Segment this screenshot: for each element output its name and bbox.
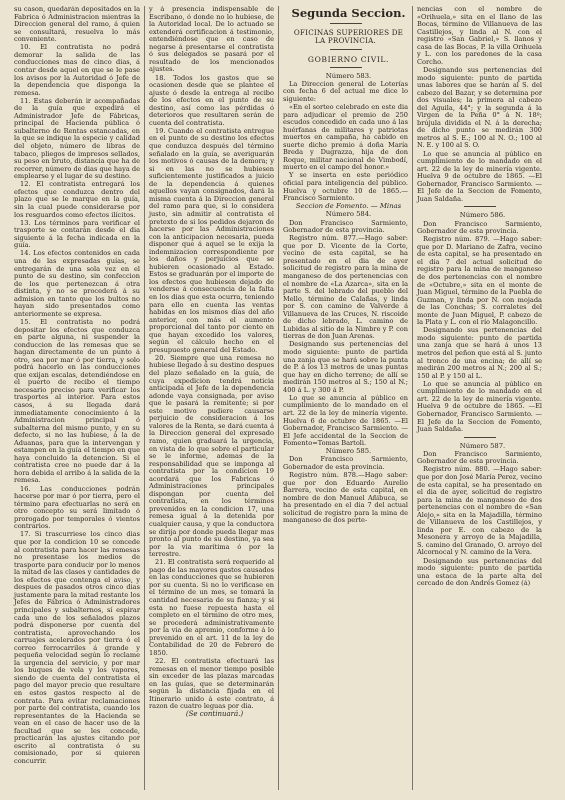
notice-paragraph: Don Francisco Sarmiento, Gobernador de esta provincia. xyxy=(283,455,408,472)
column-4 xyxy=(412,6,546,790)
notice-paragraph: Don Francisco Sarmiento, Gobernador de esta provincia. xyxy=(283,218,408,235)
divider xyxy=(330,49,362,50)
column-2 xyxy=(144,6,278,790)
continued-note: (Se continuará.) xyxy=(185,710,244,719)
article-paragraph: 13. Los términos para verificar el trasporte se contarán desde el dia siguiente á la fecha indicada en la guía. xyxy=(14,218,140,250)
section-title: Seccion de Fomento. — Minas xyxy=(295,202,402,211)
notice-paragraph: Registro núm. 878.—Hago saber: que por don Eduardo Aurelio Barrera, vecino de esta capital, en nombre de don Manuel Añibuca, se ha presentado en el dia 7 del actual solicitud de registro para la mina de manganeso de dos perte- xyxy=(283,471,408,525)
notice-paragraph: Registro núm. 879. —Hago saber: que por D. Mariano de Zafra, vecino de esta capital, se ha presentado en el dia 7 del actual solicitud de registro para la mina de manganeso de dos pertenencias con el nombre de «Octubre,» sita en el monte de Juan Miguel, término de la Puebla de Guzman, y linda por N. con mojada de las Conchas; S. corraletes del monte de Juan Miguel, P. cabezo de la Plata y L. con el río Malagoncillo. xyxy=(417,235,542,327)
article-paragraph: 14. Los efectos contenidos en cada una de las expresadas guías, se entregarán de una sola vez en el punto de su destino, sin confeccion de los que pertenezcan á otra distinta, y no se procederá á su admision en tanto que los bultos no hayan sido presentados como anteriormente se expresa. xyxy=(14,249,140,318)
notice-paragraph: Don Francisco Sarmiento, Gobernador de esta provincia. xyxy=(417,449,542,466)
notice-number: Número 583. xyxy=(325,71,372,80)
notice-number: Número 584. xyxy=(325,210,372,219)
columns xyxy=(10,6,559,790)
article-paragraph: 21. El contratista será requerido al pago de las mayores gastos causados en las conducciones que se hubieren por su cuenta. Si no lo verificase en el término de un mes, se tomará la cantidad necesaria de su fianza; y si esta no fuese repuesta hasta el completo en el término de otro mes, se procederá administrativamente por la via de apremio, conforme á lo prevenido en el art. 11 de la ley de Contabilidad de 20 de Febrero de 1850. xyxy=(149,558,274,657)
notice-paragraph: Registro núm. 877.—Hago saber: que por D. Vicente de la Corte, vecino de esta capital, se ha presentado en el dia de ayer solicitud de registro para la mina de manganeso de dos pertenencias con el nombre de «La Azarca», sita en la parte S. del lebrado del pueblo del Mello, término de Calañas, y linda por S. con camino de Valverde á Villanueva de las Cruces, N. riscoide de dicho lebrado, L. camino de Lubidas al sitio de la Nimbre y P. con tierras de don Juan Arenas. xyxy=(283,234,408,341)
notices xyxy=(283,73,408,525)
notice-paragraph: Lo que se anuncia al público en cumplimiento de lo mandado en el art. 22 de la ley de minería vigente. Huelva 6 de octubre de 1865. —El Gobernador, Francisco Sarmiento. —El Jefe accidental de la Seccion de Fomento=Tomas Bartoli. xyxy=(283,393,408,448)
offices-heading: OFICINAS SUPERIORES DE LA PROVINCIA. xyxy=(293,28,404,46)
divider xyxy=(330,23,362,24)
article-paragraph: 11. Estas deberán ir acompañadas de la guía que expedirá el Administrador Jefe de Fábricas, principal de Hacienda pública ó subalterno de Rentas estancadas, en la que se indique la especie y calidad del objeto, número de libras de tabaco, pliegos de impresos sellados, su peso en bruto, distancia que ha de recorrer, número de dias que haya de emplearse y el lugar de su destino. xyxy=(14,96,140,181)
article-paragraph: 22. El contratista efectuará las remesas en el menor tiempo posible sin exceder de las plazas marcadas en las guías, que se determinarán según la distancia fijada en el Itinerario unido á este contrato, á razon de cuatro leguas por dia. xyxy=(149,657,274,711)
column-1 xyxy=(10,6,144,790)
notice-paragraph: La Direccion general de Loterías con fecha 6 del actual me dice lo siguiente: xyxy=(283,79,408,103)
article-paragraph: su cason, quedarán depositados en la Fabrica ó Administracion mientras la Direccion general del ramo, á quien se consultará, resuelva lo más conveniente. xyxy=(14,6,140,44)
notice-paragraph: Designando sus pertenencias del modo siguiente: punto de partida una zanja que se hará á unos 13 metros del peñon que está al S. junto al tronco de una encina; de allí se medirán 200 metros al N.; 200 al S.; 150 al P. y 150 al L. xyxy=(417,326,542,380)
column-3 xyxy=(278,6,412,790)
article-paragraph: y á presencia indispensable de Escribano, ó donde no lo hubiese, de la Autoridad local. De lo actuado se extenderá certificacion á testimonio, entendiéndose que en caso de negarse á presentarse el contratista ó sus delegados se pasará por el resultado de los mencionados ajustes. xyxy=(149,6,274,74)
notice-paragraph: «En el sorteo celebrado en este dia para adjudicar el premio de 250 escudos concedido en cada uno á las huérfanas de militares y patriotas muertos en campaña, ha cabido en suerte dicho premio á doña María Breda y Dugrazza, hija de don Roque, militar nacional de Vimbodí, muerto en el campo del honor.» xyxy=(283,102,408,172)
article-paragraph: 10. El contratista no podrá demorar la salida de las conducciones mas de cinco dias, á contar desde aquel en que se le pase los avisos por la Autoridad ó Jefe de la dependencia que disponga la remesa. xyxy=(14,43,140,97)
notice-paragraph: nencias con el nombre de «Orihuela,» sita en el llano de las Bocas, término de Villanueva de las Castillejos, y linda al N. con el registro «San Gabriel,» S. llanos y casa de las Bocas, P. la villa Orihuela y L. con los paredones de la casa Corcho. xyxy=(417,6,542,66)
notice-paragraph: Designando sus pertenencias del modo siguiente: punto de partida unas labores que se harán al S. del cabezo del Bazar, y se determina por dos visuales; la primera al cabezo del Aguila, 44°; y la segunda á la Virgen de la Peña 0° á N. 18º; brújula dividida el N. á la derecha; de dicho punto se medirán 300 metros al S. E.; 100 al N. O.; 100 al N. E. y 100 al S. O. xyxy=(417,65,542,150)
article-paragraph: 17. Si trascurriese los cinco dias que por la condicion 10 se concede al contratista para hacer las remesas no presentase los medios de trasporte para conducir por lo menos la mitad de las clases y cantidades de los efectos que contenga el aviso, y despues de pasados otros cinco dias justamente para la mitad restante los Jefes de Fábrica ó Administradores principales y subalternos, sí espirar cada uno de los señalados plazos podrá disponerse por cuenta del contratista, aprovechando los carruajes acelerados por tierra ó el correo ferrocarriles á grande y pequeña velocidad según lo reclame la urgencia del servicio, y por mar los buques de vela y los vapores, siendo de cuenta del contratista el pago del mayor precio que resultare en estos gastos respecto al de contrata. Para evitar reclamaciones por parte del contratista, cuando los representantes de la Hacienda se vean en el caso de hacer uso de la facultad que se les concede, practicarán las ajustes citando por escrito al contratista ó su comisionado, por si quieren concurrir. xyxy=(14,530,140,765)
notice-paragraph: Lo que se anuncia al público en cumplimiento de lo mandado en el art. 22 de la ley de minería vigente. Huelva 9 de octubre de 1865. —El Gobernador, Francisco Sarmiento. —El Jefe de la Seccion de Fomento, Juan Saldaña. xyxy=(417,149,542,203)
notice-paragraph: Y se inserta en este periódico oficial para inteligencia del público. Huelva y octubre 10 de 1865.— Francisco Sarmiento. xyxy=(283,171,408,203)
article-paragraph: 18. Todos los gastos que se ocasionen desde que se plantee el ajuste ó desde la entrega al recibo de los efectos en el punto de su destino, así como las pérdidas ó deterioros que resultaren serán de cuenta del contratista. xyxy=(149,73,274,127)
notice-number: Número 586. xyxy=(459,211,506,220)
article-paragraph: 12. El contratista entregará los efectos que conduzca dentro del plazo que se le marque en la guía, sin la cual puede considerarse por los resguardos como efectos ilícitos. xyxy=(14,180,140,219)
divider xyxy=(330,67,362,68)
notice-paragraph: Designando sus pertenencias del modo siguiente: punto de partida una zanja que se hará sobre la punta de P. á los 13 metros de unas puntas que hay en dicho terreno; de allí se medirán 150 metros al S.; 150 al N.; 400 á L. y 300 á P. xyxy=(283,340,408,394)
notice-paragraph: Designando sus pertenencias del modo siguiente: punto de partida una estaca de la parte alta del cercado de don Andrés Gomez (á) xyxy=(417,556,542,588)
section-heading: Segunda Seccion. xyxy=(291,6,406,20)
article-paragraph: 16. Las conducciones podrán hacerse por mar ó por tierra, pero el término para efectuarlas no será en otro concepto su será limitado ó prorogado por temporales ó vientos contrarios. xyxy=(14,484,140,531)
notice-paragraph: Don Francisco Sarmiento, Gobernador de esta provincia. xyxy=(417,219,542,236)
notice-number: Número 585. xyxy=(325,447,372,456)
article-paragraph: 15. El contratista no podrá depositar los efectos que conduzca en parte alguna, ni suspender la conduccion de las remesas que se hagan directamente de un punto á otro, sea por mar ó por tierra, y solo podrá hacerlo en las conducciones que exijan escalas, detendiéndose en el puerto de recibo el tiempo necesario preciso para verificar los trasportes al interior. Para estos casos, á su llegada dará inmediatamente conocimiento á la Administracion principal ó subalterna del mismo punto, y en su defecto, si no las hubiese, á la de Aduanas, para que la intervengan y estampen en la guía el tiempo en que haya concluido la detencion. Si el contratista cree no puede dar á la hora debida el arribo á la salida de la remesa. xyxy=(14,317,140,485)
article-paragraph: 19. Cuando el contratista entregue en el punto de su destino los efectos que conduzca después del término señalado en la guía, se averiguarán los motivos ó causas de la demora; y si en las no se hubiesen suficientemente justificados a juicio de la dependencia á quienes aquellos vayan consignados, dará la misma cuenta á la Direccion general del ramo para que, si lo considera justo, sin admitir al contratista el pretexto de si los pedidos dejaron de hacerse por las Administraciones con la anticipacion necesaria, pueda disponer que á aquel se le exija la indemnizacion correspondiente por los daños y perjuicios que se hubieren ocasionado al Estado. Estos se graduarán por el importe de los efectos que hubiesen dejado de venderse á consecuencia de la falta en los dias que esta ocurra, teniendo para ello en cuenta las ventas habidas en los mismos días del año anterior, con más el aumento proporcional del tanto por ciento en que hayan excedido los valores, según el cálculo hecho en el presupuesto general del Estado. xyxy=(149,126,274,354)
notice-paragraph: Registro núm. 880. —Hago saber: que por don José María Perez, vecino de esta capital, se ha presentado en el dia de ayer, solicitud de registro para la mina de manganeso de dos pertenencias con el nombre de «San Alejo,» sita en la Majadilla, término de Villanueva de los Castillejos, y linda por E. con cabezo de la Mesonera y arroyo de la Majadilla, S. camino del Granado, O. arroyo del Alcornocal y N. camino de la Vera. xyxy=(417,465,542,557)
divider xyxy=(464,206,496,207)
notice-paragraph: Lo que se anuncia al público en cumplimiento de lo mandado en el art. 22 de la ley de minería vigente. Huelva 9 de octubre de 1865. —El Gobernador, Francisco Sarmiento. —El Jefe de la Seccion de Fomento, Juan Saldaña. xyxy=(417,379,542,434)
government-heading: GOBIERNO CIVIL. xyxy=(307,54,390,64)
divider xyxy=(464,437,496,438)
article-paragraph: 20. Siempre que una remesa no hubiese llegado á su destino despues del plazo señalado en la guía, de cuya expedicion tendrá noticia anticipada el Jefe de la dependencia adonde vaya consignada, por aviso que le pasará la remitente; si por este motivo pudiere causarse perjuicio de consideracion á los valores de la Renta, se dará cuenta á la Direccion general del expresado ramo, quien graduará la urgencia, en vista de lo que sobre el particular se le informe, ademas de la responsabilidad que se imponga al contratista por la condicion 19 acordará que los Fabricas ó Administraciones principales dispongan por cuenta del contratista, en los términos prevenidos en la condicion 17, una remesa igual á la detenida por cualquier causa, y que la conductora se dirija por donde pueda llegar mas pronto al punto de su destino, ya sea por la via marítima ó por la terrestre. xyxy=(149,353,274,559)
notice-number: Número 587. xyxy=(459,441,506,450)
